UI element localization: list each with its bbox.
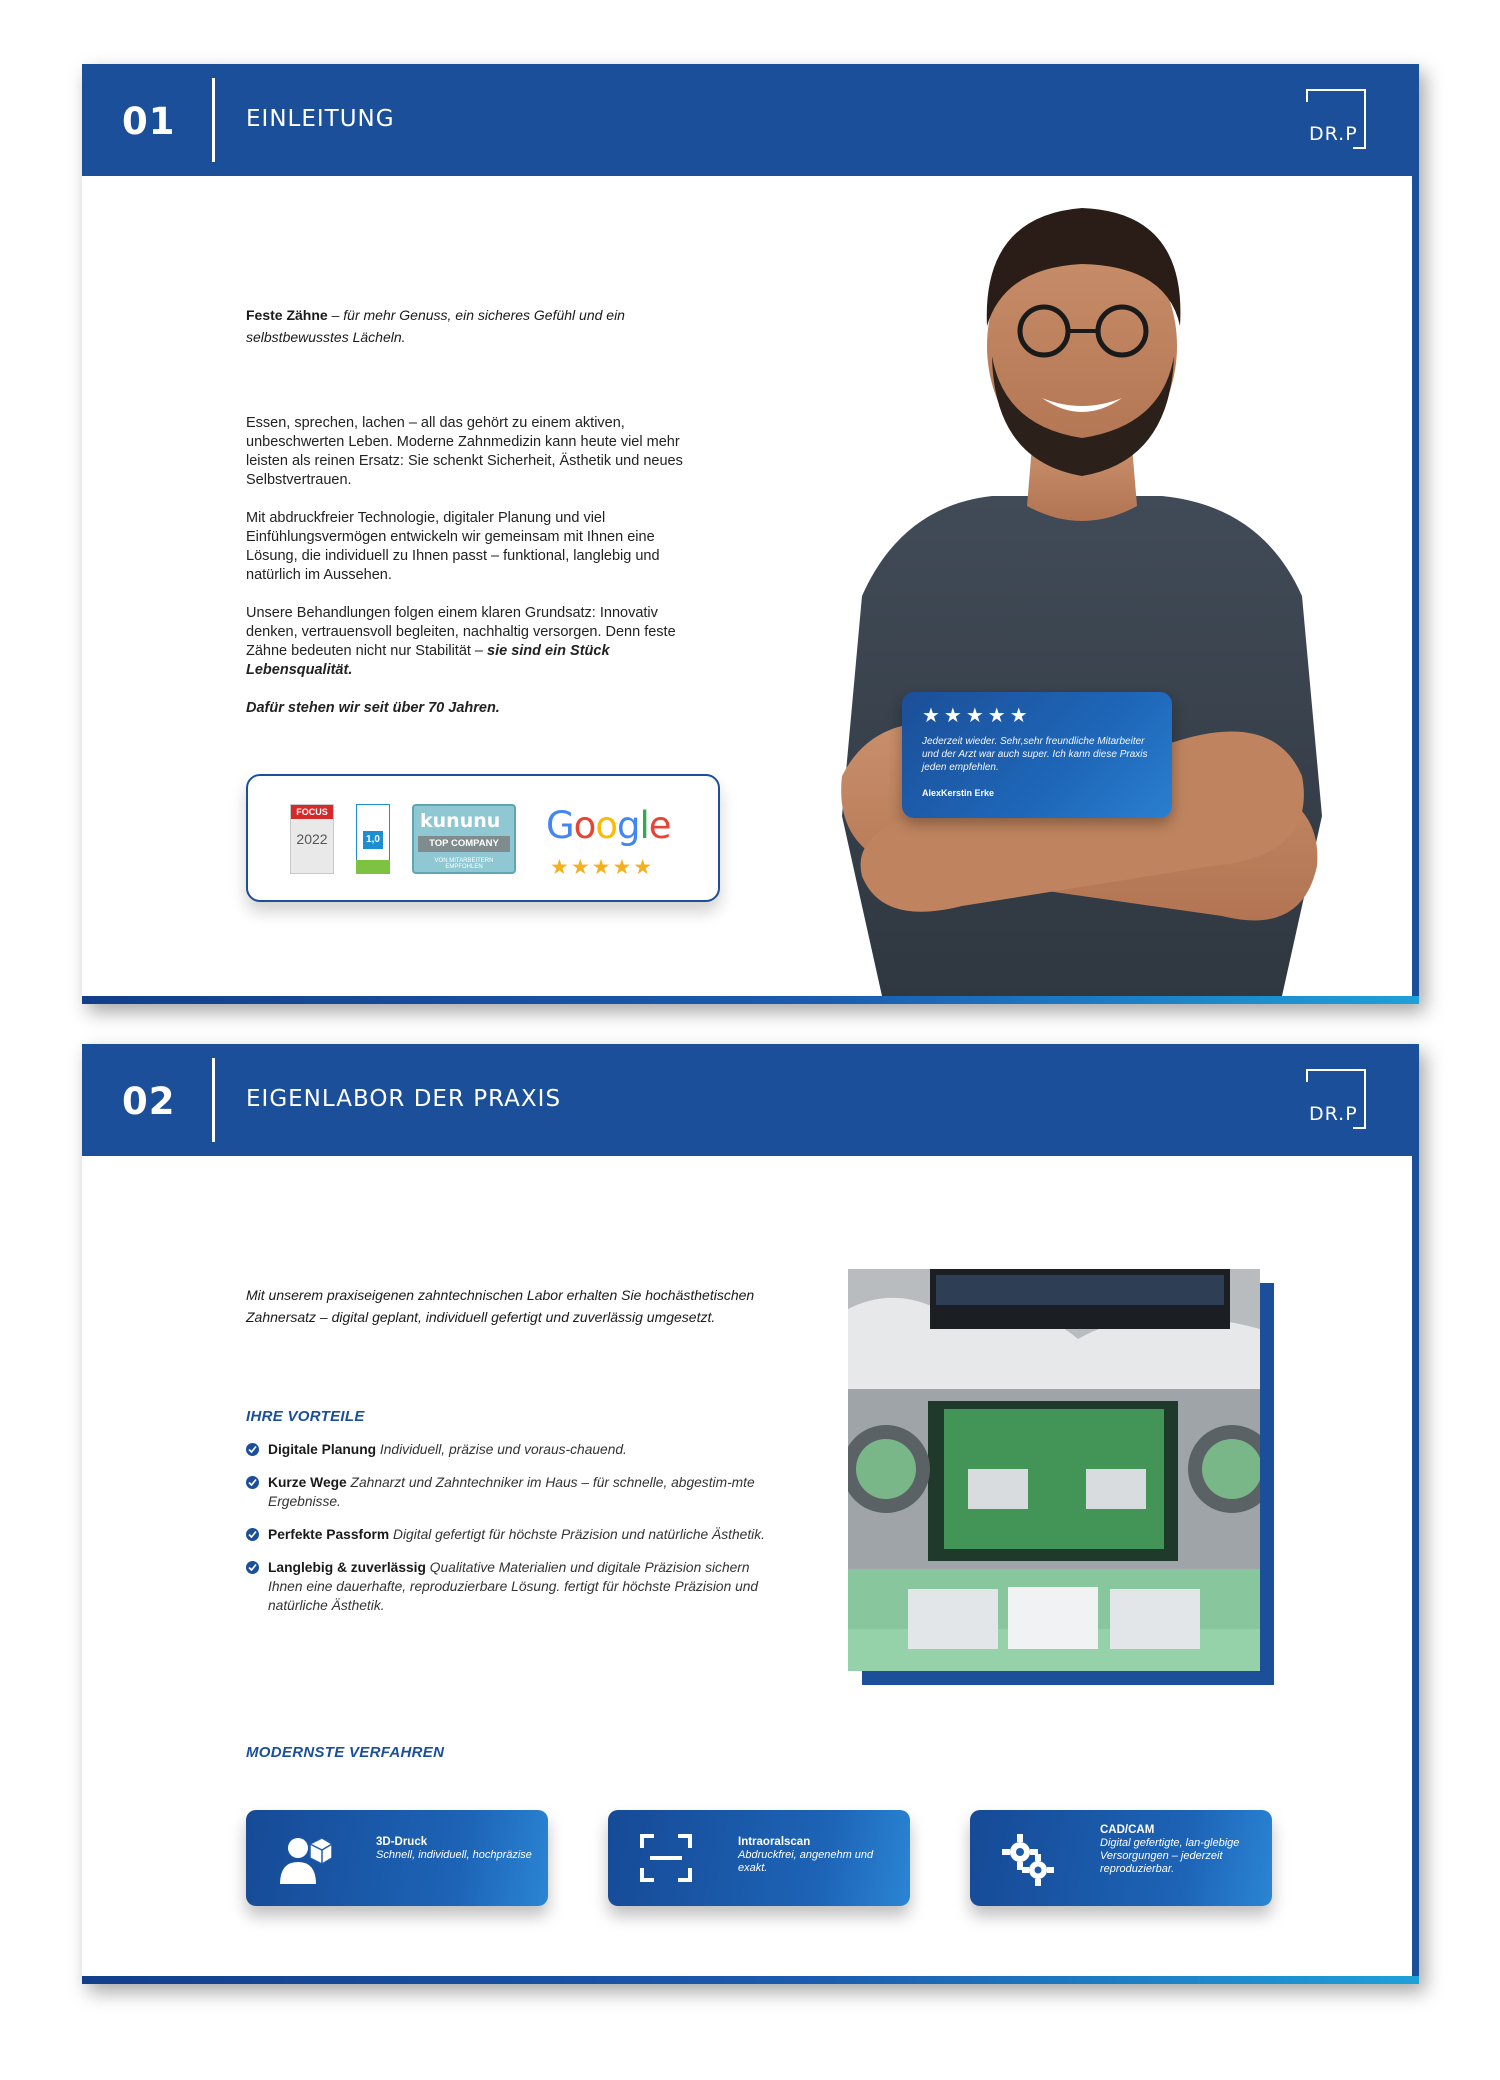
award-badges	[246, 774, 720, 902]
vorteile-list	[246, 1440, 766, 1629]
gears-icon	[1000, 1830, 1056, 1886]
3d-print-icon	[276, 1830, 332, 1886]
slide-number: 01	[122, 100, 176, 143]
slide-eigenlabor	[82, 1044, 1419, 1984]
focus-badge	[290, 804, 334, 874]
paragraph-plain: Unsere Behandlungen folgen einem klaren Grundsatz: Innovativ denken, vertrauensvoll begleiten, nachhaltig versorgen. Denn feste Zähne bedeuten nicht nur Stabilität –	[246, 605, 676, 659]
vorteil-title: Langlebig & zuverlässig	[268, 1560, 426, 1575]
procedure-name: Intraoralscan	[738, 1836, 811, 1848]
kununu-badge	[412, 804, 516, 874]
procedure-card-intraoralscan	[608, 1810, 910, 1906]
kununu-band: TOP COMPANY	[418, 836, 510, 852]
slide-title: EINLEITUNG	[246, 106, 395, 132]
google-stars: ★★★★★	[550, 856, 655, 879]
paragraph: Mit abdruckfreier Technologie, digitaler Planung und viel Einfühlungsvermögen entwickeln wir gemeinsam mit Ihnen eine Lösung, die individuell zu Ihnen passt – funktional, langlebig und natürlich im Aussehen.	[246, 510, 660, 583]
paragraph	[246, 604, 686, 680]
review-author: AlexKerstin Erke	[922, 788, 995, 798]
header-divider	[212, 1058, 215, 1142]
kununu-logo: kununu	[420, 810, 501, 832]
procedure-card-cadcam	[970, 1810, 1272, 1906]
logo-text: DR.P	[1309, 1103, 1358, 1125]
slide-number: 02	[122, 1080, 176, 1123]
review-text: Jederzeit wieder. Sehr,sehr freundliche Mitarbeiter und der Arzt war auch super. Ich kann diese Praxis jeden empfehlen.	[922, 736, 1148, 773]
check-icon	[246, 1528, 259, 1541]
lead-rest: – für mehr Genuss, ein sicheres Gefühl und ein selbstbewusstes Lächeln.	[246, 307, 625, 345]
bottom-accent-bar	[82, 1976, 1419, 1984]
google-word: Google	[546, 804, 671, 846]
procedure-name: CAD/CAM	[1100, 1824, 1155, 1836]
kununu-sub: VON MITARBEITERN EMPFOHLEN	[434, 858, 494, 870]
slide-header	[82, 1044, 1419, 1156]
vorteil-item	[246, 1558, 766, 1615]
vorteil-title: Digitale Planung	[268, 1442, 377, 1457]
check-icon	[246, 1561, 259, 1574]
jameda-grade: 1,0	[363, 831, 383, 849]
vorteil-title: Kurze Wege	[268, 1475, 347, 1490]
lab-photo-frame	[848, 1269, 1260, 1681]
vorteile-heading: IHRE VORTEILE	[246, 1408, 365, 1425]
verfahren-heading: MODERNSTE VERFAHREN	[246, 1744, 445, 1761]
logo-text: DR.P	[1309, 123, 1358, 145]
focus-label: FOCUS	[291, 805, 333, 819]
drp-logo	[1305, 1068, 1367, 1130]
vorteil-desc: Individuell, präzise und voraus-chauend.	[376, 1442, 627, 1457]
slide-einleitung	[82, 64, 1419, 1004]
focus-year: 2022	[296, 831, 328, 847]
person-photo	[742, 176, 1419, 996]
paragraph-emphasis: sie sind ein Stück Lebensqualität.	[246, 643, 610, 678]
google-wordmark	[544, 802, 684, 855]
google-rating	[544, 802, 684, 878]
vorteil-desc: Qualitative Materialien und digitale Präzision sichern Ihnen eine dauerhafte, reproduzierbare Lösung. fertigt für höchste Präzision und natürliche Ästhetik.	[268, 1560, 759, 1613]
check-icon	[246, 1476, 259, 1489]
procedure-text	[1100, 1824, 1260, 1876]
procedure-text	[738, 1836, 898, 1875]
vorteil-item	[246, 1473, 766, 1511]
lab-lead: Mit unserem praxiseigenen zahntechnischen Labor erhalten Sie hochästhetischen Zahnersatz – digital geplant, individuell gefertigt und zuverlässig umgesetzt.	[246, 1287, 755, 1325]
lab-photo	[848, 1269, 1260, 1671]
intro-lead	[246, 304, 676, 348]
review-stars: ★★★★★	[922, 705, 1032, 727]
slide-header	[82, 64, 1419, 176]
review-card	[902, 692, 1172, 818]
paragraph: Essen, sprechen, lachen – all das gehört zu einem aktiven, unbeschwerten Leben. Moderne Zahnmedizin kann heute viel mehr leisten als reinen Ersatz: Sie schenkt Sicherheit, Ästhetik und neues Selbstvertrauen.	[246, 415, 683, 488]
drp-logo	[1305, 88, 1367, 150]
procedure-desc: Schnell, individuell, hochpräzise	[376, 1849, 532, 1861]
procedure-text	[376, 1836, 536, 1862]
vorteil-desc: Digital gefertigt für höchste Präzision und natürliche Ästhetik.	[389, 1527, 765, 1542]
vorteil-item	[246, 1525, 766, 1544]
lead-bold: Feste Zähne	[246, 307, 328, 323]
check-icon	[246, 1443, 259, 1456]
vorteil-item	[246, 1440, 766, 1459]
vorteil-desc: Zahnarzt und Zahntechniker im Haus – für schnelle, abgestim-mte Ergebnisse.	[268, 1475, 755, 1509]
jameda-ribbon	[356, 860, 390, 874]
procedure-name: 3D-Druck	[376, 1836, 428, 1848]
procedure-desc: Abdruckfrei, angenehm und exakt.	[738, 1849, 874, 1874]
procedure-desc: Digital gefertigte, lan-glebige Versorgungen – jederzeit reproduzierbar.	[1100, 1837, 1240, 1875]
bottom-accent-bar	[82, 996, 1419, 1004]
intro-body	[246, 414, 686, 737]
closing-line: Dafür stehen wir seit über 70 Jahren.	[246, 700, 500, 716]
jameda-badge	[356, 804, 390, 874]
vorteil-title: Perfekte Passform	[268, 1527, 390, 1542]
scan-icon	[638, 1830, 694, 1886]
procedure-card-3d-druck	[246, 1810, 548, 1906]
header-divider	[212, 78, 215, 162]
slide-title: EIGENLABOR DER PRAXIS	[246, 1086, 562, 1112]
